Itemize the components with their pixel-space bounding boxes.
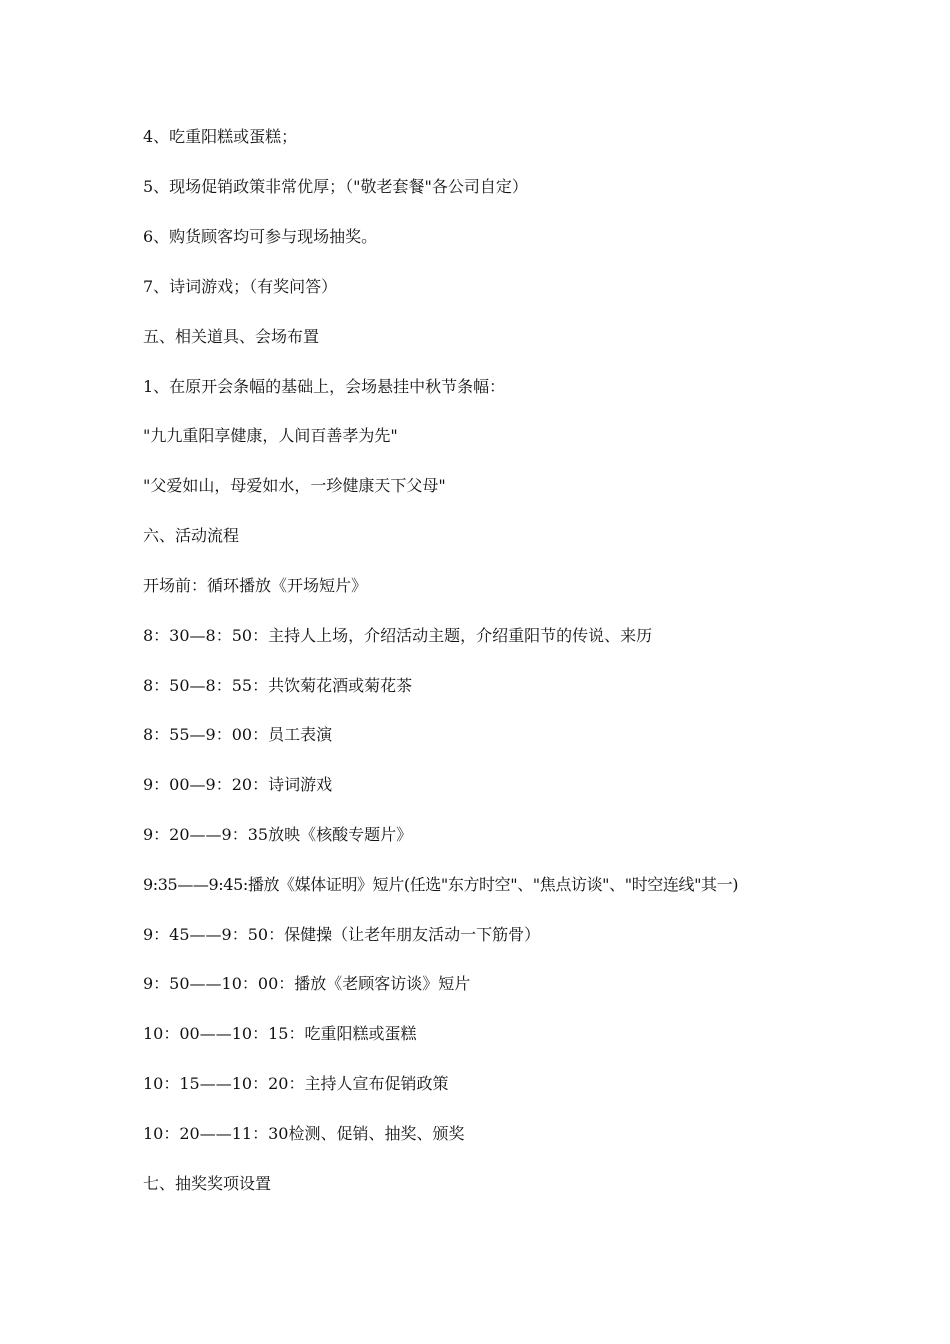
schedule-line: 9：00—9：20：诗词游戏 [143,775,333,794]
text-line: "父爱如山，母爱如水，一珍健康天下父母" [143,476,446,495]
text-line: 开场前：循环播放《开场短片》 [143,576,368,595]
schedule-line: 10：20——11：30检测、促销、抽奖、颁奖 [143,1124,465,1143]
schedule-line: 10：15——10：20：主持人宣布促销政策 [143,1074,449,1093]
text-line: 1、在原开会条幅的基础上，会场悬挂中秋节条幅： [143,377,506,396]
text-line: "九九重阳享健康，人间百善孝为先" [143,426,398,445]
text-line: 5、现场促销政策非常优厚；（"敬老套餐"各公司自定） [143,177,528,196]
text-line: 7、诗词游戏；（有奖问答） [143,277,338,296]
schedule-line: 8：30—8：50：主持人上场，介绍活动主题，介绍重阳节的传说、来历 [143,626,653,645]
schedule-line: 8：55—9：00：员工表演 [143,725,333,744]
schedule-line: 9：45——9：50：保健操（让老年朋友活动一下筋骨） [143,925,541,944]
section-heading: 七、抽奖奖项设置 [143,1174,272,1193]
schedule-line: 9：20——9：35放映《核酸专题片》 [143,825,413,844]
section-heading: 六、活动流程 [143,526,240,545]
text-line: 4、吃重阳糕或蛋糕； [143,127,298,146]
schedule-line: 8：50—8：55：共饮菊花酒或菊花茶 [143,676,413,695]
text-line: 6、购货顾客均可参与现场抽奖。 [143,227,378,246]
schedule-line: 9:35——9:45:播放《媒体证明》短片(任选"东方时空"、"焦点访谈"、"时空连线"其一) [143,875,739,894]
section-heading: 五、相关道具、会场布置 [143,327,320,346]
schedule-line: 10：00——10：15：吃重阳糕或蛋糕 [143,1024,417,1043]
schedule-line: 9：50——10：00：播放《老顾客访谈》短片 [143,974,471,993]
